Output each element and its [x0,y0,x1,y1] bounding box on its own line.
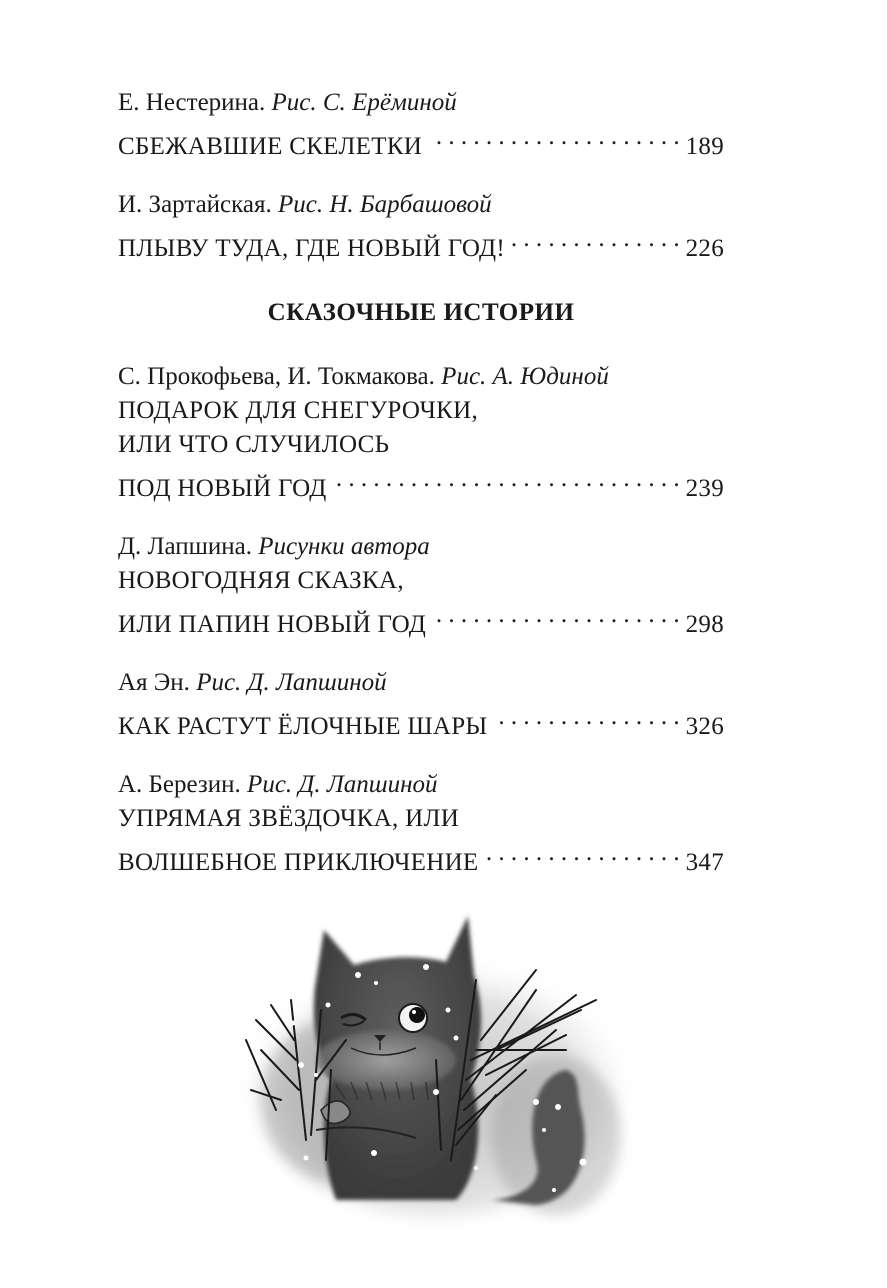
story-title: ПОД НОВЫЙ ГОД [118,475,327,502]
section-heading: СКАЗОЧНЫЕ ИСТОРИИ [267,299,575,326]
author-name: С. Прокофьева, И. Токмакова. [118,363,435,390]
story-title: ПЛЫВУ ТУДА, ГДЕ НОВЫЙ ГОД! [118,235,505,262]
dot-leader [428,120,679,154]
illustrator-credit: Рис. С. Ерёминой [271,89,457,116]
author-line [118,666,724,700]
title-line-with-page [118,700,724,740]
title-line-with-page [118,598,724,638]
story-title: ВОЛШЕБНОЕ ПРИКЛЮЧЕНИЕ [118,849,479,876]
dot-leader [333,462,680,496]
page-number[interactable]: 226 [685,235,724,262]
author-line [118,768,724,802]
author-name: И. Зартайская. [118,191,272,218]
page-number[interactable]: 298 [685,611,724,638]
story-title: ИЛИ ПАПИН НОВЫЙ ГОД [118,611,427,638]
author-line [118,188,724,222]
dot-leader [511,222,680,256]
illustrator-credit: Рис. Д. Лапшиной [196,669,387,696]
story-title-line: УПРЯМАЯ ЗВЁЗДОЧКА, ИЛИ [118,805,460,832]
page-number[interactable]: 239 [685,475,724,502]
author-name: Ая Эн. [118,669,190,696]
illustrator-credit: Рис. А. Юдиной [441,363,609,390]
author-name: Е. Нестерина. [118,89,266,116]
toc-entry[interactable] [118,530,724,638]
dot-leader [485,836,680,870]
page-number[interactable]: 326 [685,713,724,740]
table-of-contents-page [118,86,724,904]
illustrator-credit: Рисунки автора [258,533,430,560]
title-line-with-page [118,836,724,876]
dot-leader [494,700,680,734]
toc-entry[interactable] [118,666,724,740]
toc-entry[interactable] [118,768,724,876]
author-line [118,530,724,564]
page-number[interactable]: 347 [685,849,724,876]
story-title-line: ПОДАРОК ДЛЯ СНЕГУРОЧКИ, [118,397,479,424]
story-title: СБЕЖАВШИЕ СКЕЛЕТКИ [118,133,423,160]
dot-leader [432,598,679,632]
toc-entry[interactable] [118,188,724,262]
title-line-with-page [118,222,724,262]
author-name: Д. Лапшина. [118,533,253,560]
story-title-line: ИЛИ ЧТО СЛУЧИЛОСЬ [118,431,390,458]
illustrator-credit: Рис. Д. Лапшиной [247,771,438,798]
story-title-line: НОВОГОДНЯЯ СКАЗКА, [118,567,404,594]
cat-illustration [236,900,636,1230]
title-line-with-page [118,462,724,502]
toc-entry[interactable] [118,86,724,160]
page-number[interactable]: 189 [685,133,724,160]
toc-entry[interactable] [118,360,724,502]
author-line [118,360,724,394]
cat-illustration-icon [236,900,636,1230]
story-title: КАК РАСТУТ ЁЛОЧНЫЕ ШАРЫ [118,713,488,740]
title-line-with-page [118,120,724,160]
illustrator-credit: Рис. Н. Барбашовой [278,191,492,218]
author-line [118,86,724,120]
author-name: А. Березин. [118,771,241,798]
